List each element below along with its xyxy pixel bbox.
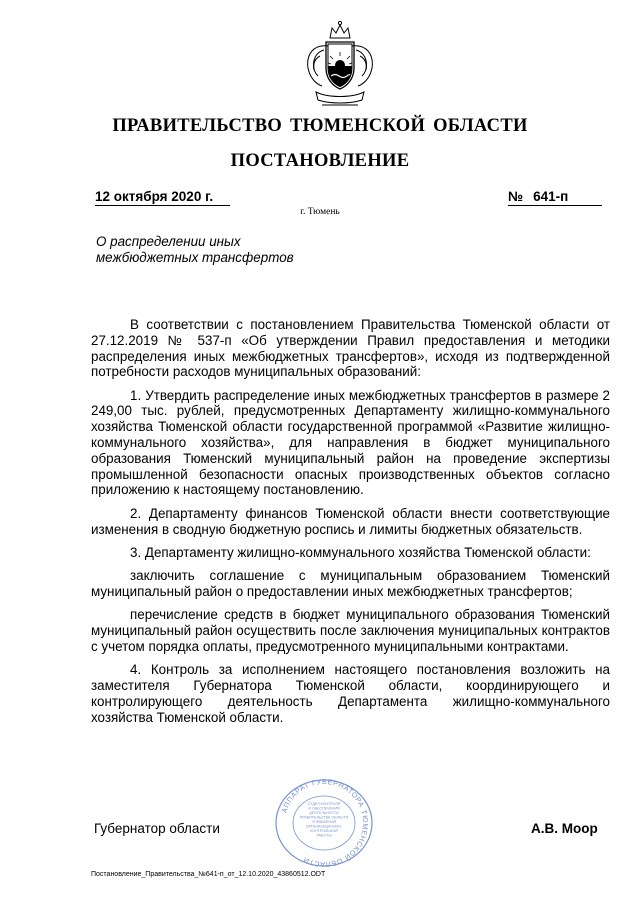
item-3-paragraph: 3. Департаменту жилищно-коммунального хозяйства Тюменской области: <box>130 544 591 560</box>
subject-line-1: О распределении иных <box>96 234 241 249</box>
item-3a-paragraph: заключить соглашение с муниципальным образованием Тюменский муниципальный район о предоставлении иных межбюджетных трансфертов; <box>91 568 610 599</box>
seal-line: И ОБЕСПЕЧЕНИЯ <box>308 806 340 811</box>
item-1-paragraph: 1. Утвердить распределение иных межбюджетных трансфертов в размере 2 249,00 тыс. рублей, предусмотренных Департаменту жилищно-коммунального хозяйства Тюменской области государственной программой «Развитие жилищно-коммунального хозяйства», для направления в бюджет муниципального образования Тюменский муниципальный район на проведение экспертизы промышленной безопасности опасных производственных объектов согласно приложению к настоящему постановлению. <box>91 387 610 498</box>
seal-line: ОТДЕЛ КОНТРОЛЯ <box>307 802 341 806</box>
seal-outer-text: АППАРАТ ГУБЕРНАТОРА ТЮМЕНСКОЙ ОБЛАСТИ <box>279 778 371 868</box>
seal-line: ПРАВИТЕЛЬСТВА ОБЛАСТИ <box>299 815 349 820</box>
preamble-paragraph: В соответствии с постановлением Правительства Тюменской области от 27.12.2019 № 537-п «Об утверждении Правил предоставления и методики распределения иных межбюджетных трансфертов», исходя из подтвержденной потребности расходов муниципальных образований: <box>91 317 610 380</box>
document-number <box>508 189 602 206</box>
item-2-paragraph: 2. Департаменту финансов Тюменской области внести соответствующие изменения в сводную бюджетную роспись и лимиты бюджетных обязательств. <box>91 505 610 537</box>
seal-line: ДЕЯТЕЛЬНОСТИ <box>309 811 339 815</box>
government-title: ПРАВИТЕЛЬСТВО ТЮМЕНСКОЙ ОБЛАСТИ <box>112 116 528 136</box>
number-sign: № <box>508 189 524 204</box>
signer-name: А.В. Моор <box>531 821 598 836</box>
number-value: 641-п <box>533 189 569 204</box>
city: г. Тюмень <box>300 207 340 217</box>
footer-filename: Постановление_Правительства_№641-п_от_12.10.2020_43860512.ODT <box>91 871 326 878</box>
document-type: ПОСТАНОВЛЕНИЕ <box>230 151 410 171</box>
seal-line: УПРАВЛЕНИЯ <box>311 820 337 824</box>
document-date: 12 октября 2020 г. <box>95 189 230 206</box>
subject-line-2: межбюджетных трансфертов <box>96 250 294 265</box>
signer-position: Губернатор области <box>94 821 220 836</box>
seal-line: РАБОТЫ <box>316 833 332 838</box>
item-4-paragraph: 4. Контроль за исполнением настоящего постановления возложить на заместителя Губернатора Тюменской области, координирующего и контролирующего деятельность Департамента жилищно-коммунального хозяйства Тюменской области. <box>91 662 610 725</box>
document-subject <box>96 234 356 266</box>
seal-line: КОНТРОЛЬНОЙ <box>310 829 338 833</box>
official-seal <box>273 778 375 868</box>
item-3b-paragraph: перечисление средств в бюджет муниципального образования Тюменский муниципальный район осуществить после заключения муниципальных контрактов с учетом порядка оплаты, предусмотренного муниципальными контрактами. <box>91 607 610 654</box>
seal-line: ОРГАНИЗАЦИОННО- <box>305 824 343 829</box>
coat-of-arms-icon <box>298 16 382 108</box>
document-body <box>91 317 610 733</box>
